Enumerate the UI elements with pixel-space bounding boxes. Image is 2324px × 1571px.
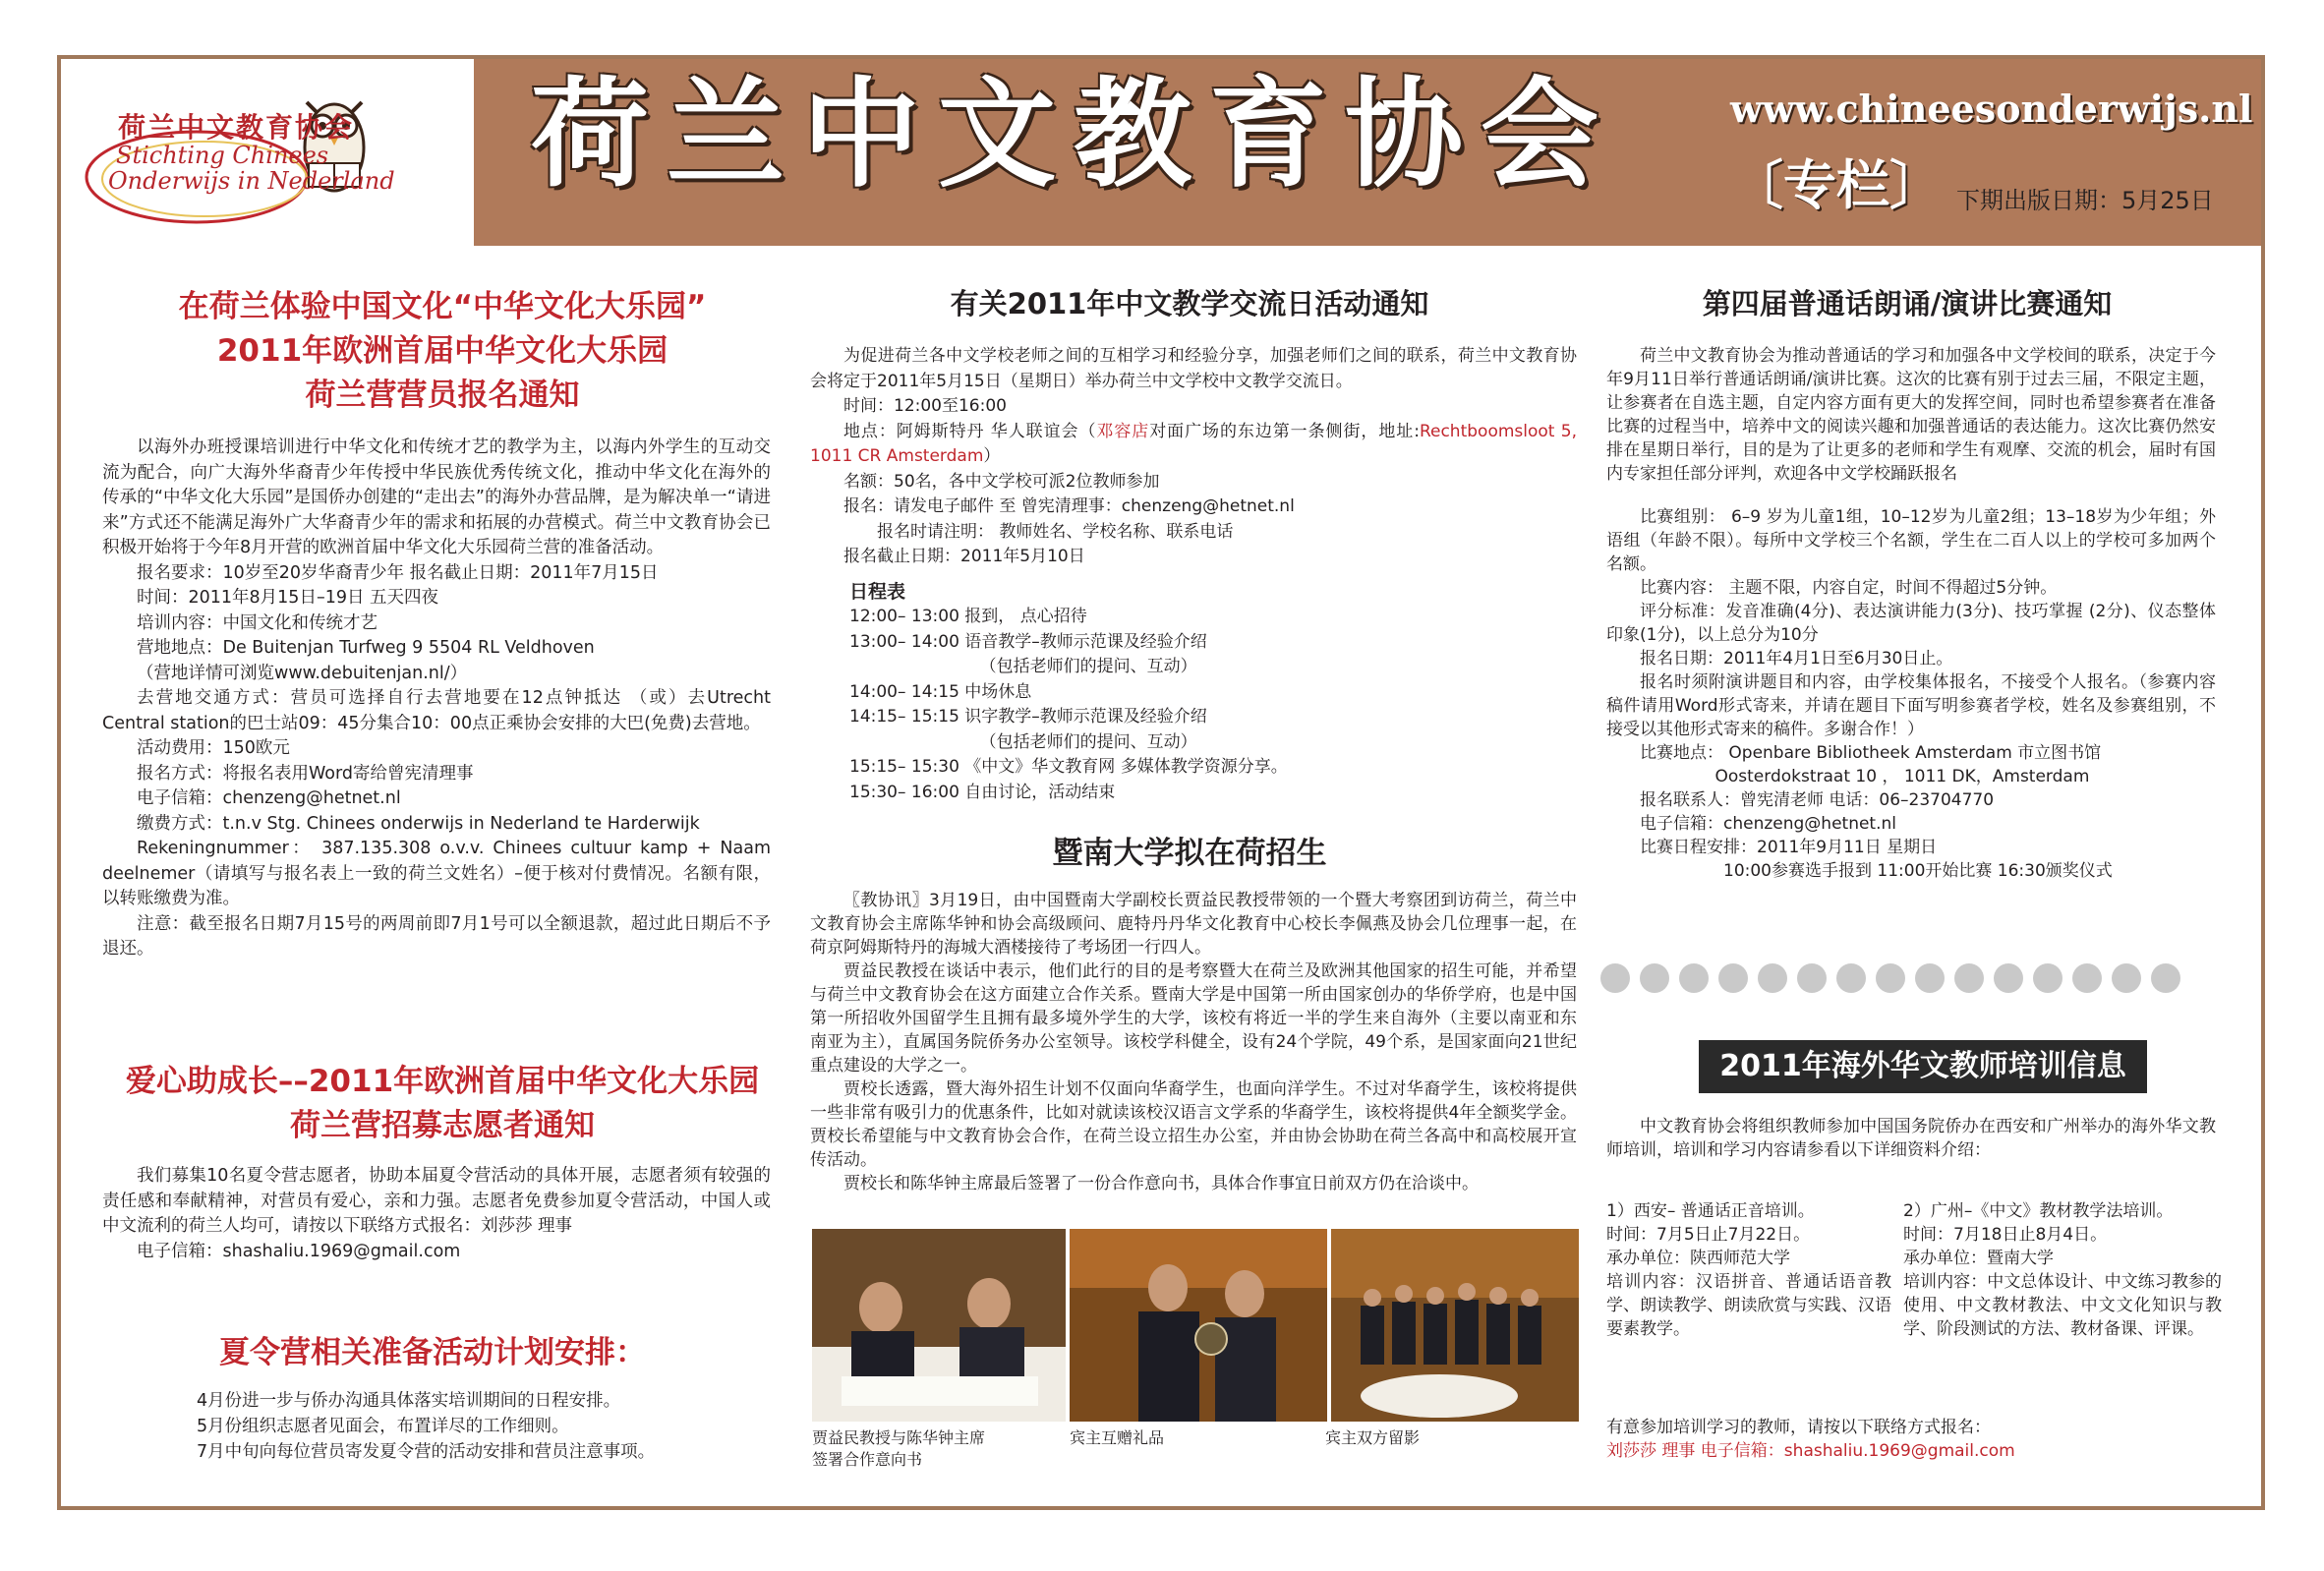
guangzhou-org: 承办单位：暨南大学 bbox=[1903, 1249, 2054, 1268]
schedule-item: （包括老师们的提问、互动） bbox=[979, 657, 1197, 676]
caption-signing bbox=[812, 1427, 1048, 1471]
training-xian bbox=[1606, 1199, 1891, 1341]
schedule-item: 15:15– 15:30 《中文》华文教育网 多媒体教学资源分享。 bbox=[849, 757, 1288, 777]
camp-payment: 缴费方式：t.n.v Stg. Chinees onderwijs in Nederland te Harderwijk bbox=[137, 813, 700, 834]
schedule-list bbox=[810, 605, 1577, 805]
training-guangzhou bbox=[1903, 1199, 2222, 1341]
divider-dot bbox=[1836, 963, 1866, 993]
contest-groups: 比赛组别： 6–9 岁为儿童1组，10–12岁为儿童2组；13–18岁为少年组；外语组（年龄不限）。每所中文学校三个名额，学生在二百人以上的学校可多加两个名额。 bbox=[1606, 507, 2216, 574]
contest-note: 报名时须附演讲题目和内容，由学校集体报名，不接受个人报名。（参赛内容稿件请用Word形式寄来，并请在题目下面写明参赛者学校，姓名及参赛组别，不接受以其他形式寄来的稿件。多谢合作！） bbox=[1606, 672, 2216, 739]
divider-dot bbox=[1758, 963, 1787, 993]
camp-place: 营地地点：De Buitenjan Turfweg 9 5504 RL Veldhoven bbox=[137, 638, 595, 658]
schedule-item: （包括老师们的提问、互动） bbox=[979, 731, 1197, 752]
divider-dot bbox=[1640, 963, 1669, 993]
divider-dot bbox=[2151, 963, 2180, 993]
jinan-para-3: 贾校长透露，暨大海外招生计划不仅面向华裔学生，也面向洋学生。不过对华裔学生，该校将提供一些非常有吸引力的优惠条件，比如对就读该校汉语言文学系的华裔学生，该校将提供4年全额奖学金。贾校长希望能与中文教育协会合作，在荷兰设立招生办公室，并由协会协助在荷兰各高中和高校展开宣传活动。 bbox=[810, 1079, 1577, 1170]
exchange-place-pre: 地点：阿姆斯特丹 华人联谊会（ bbox=[843, 421, 1097, 441]
signing-photo-icon bbox=[812, 1229, 1066, 1422]
plan-item: 4月份进一步与侨办沟通具体落实培训期间的日程安排。 bbox=[197, 1391, 621, 1411]
divider-dot bbox=[1679, 963, 1709, 993]
volunteer-title bbox=[98, 1060, 786, 1148]
divider-dot bbox=[1954, 963, 1984, 993]
plan-title: 夏令营相关准备活动计划安排： bbox=[219, 1335, 646, 1370]
site-url[interactable]: www.chineesonderwijs.nl bbox=[1730, 87, 2253, 131]
contest-venue-address: Oosterdokstraat 10 ， 1011 DK，Amsterdam bbox=[1714, 767, 2090, 786]
xian-content: 培训内容：汉语拼音、普通话语音教学、朗读教学、朗读欣赏与实践、汉语要素教学。 bbox=[1606, 1272, 1891, 1339]
plan-list bbox=[197, 1388, 786, 1465]
photo-group bbox=[1331, 1229, 1579, 1422]
contest-intro: 荷兰中文教育协会为推动普通话的学习和加强各中文学校间的联系，决定于今年9月11日举行普通话朗诵/演讲比赛。这次的比赛有别于过去三届，不限定主题，让参赛者在自选主题，自定内容方面有更大的发挥空间，同时也希望参赛者在准备比赛的过程当中，培养中文的阅读兴趣和加强普通话的表达能力。这次比赛仍然安排在星期日举行，目的是为了让更多的老师和学生有观摩、交流的机会，届时有国内专家担任部分评判，欢迎各中文学校踊跃报名 bbox=[1606, 346, 2216, 484]
camp-title-line2: 2011年欧洲首届中华文化大乐园 bbox=[216, 332, 668, 369]
contest-venue: 比赛地点： Openbare Bibliotheek Amsterdam 市立图书馆 bbox=[1640, 743, 2102, 763]
logo-chinese-name: 荷兰中文教育协会 bbox=[118, 111, 355, 144]
plan-item: 7月中旬向每位营员寄发夏令营的活动安排和营员注意事项。 bbox=[197, 1442, 656, 1462]
divider-dot bbox=[2072, 963, 2102, 993]
divider-dot bbox=[1915, 963, 1945, 993]
exchange-place-venue: 邓容店 bbox=[1096, 421, 1150, 441]
camp-email: 电子信箱：chenzeng@hetnet.nl bbox=[137, 788, 401, 808]
plan-item: 5月份组织志愿者见面会，布置详尽的工作细则。 bbox=[197, 1417, 569, 1436]
divider-dot bbox=[1876, 963, 1905, 993]
camp-content: 培训内容：中国文化和传统才艺 bbox=[137, 612, 378, 633]
volunteer-text: 我们募集10名夏令营志愿者，协助本届夏令营活动的具体开展，志愿者须有较强的责任感和奉献精神，对营员有爱心，亲和力强。志愿者免费参加夏令营活动，中国人或中文流利的荷兰人均可，请按以下联络方式报名：刘莎莎 理事 bbox=[102, 1166, 771, 1236]
exchange-place-post: ） bbox=[983, 446, 1001, 466]
schedule-item: 14:15– 15:15 识字教学–教师示范课及经验介绍 bbox=[849, 707, 1207, 727]
exchange-time: 时间：12:00至16:00 bbox=[843, 396, 1007, 416]
guangzhou-head: 2）广州–《中文》教材教学法培训。 bbox=[1903, 1201, 2174, 1221]
schedule-item: 15:30– 16:00 自由讨论，活动结束 bbox=[849, 782, 1116, 802]
jinan-title: 暨南大学拟在荷招生 bbox=[1052, 836, 1327, 871]
divider-dot bbox=[1797, 963, 1827, 993]
exchange-intro: 为促进荷兰各中文学校老师之间的互相学习和经验分享，加强老师们之间的联系，荷兰中文教育协会将定于2011年5月15日（星期日）举办荷兰中文学校中文教学交流日。 bbox=[810, 346, 1577, 391]
exchange-quota: 名额：50名，各中文学校可派2位教师参加 bbox=[843, 471, 1160, 492]
volunteer-email: 电子信箱：shashaliu.1969@gmail.com bbox=[137, 1241, 461, 1261]
contest-content: 比赛内容： 主题不限，内容自定，时间不得超过5分钟。 bbox=[1640, 578, 2058, 598]
camp-account: Rekeningnummer： 387.135.308 o.v.v. Chinees cultuur kamp + Naam deelnemer（请填写与报名表上一致的荷兰文姓名）–便于核对付费情况。名额有限，以转账缴费为准。 bbox=[102, 839, 771, 908]
group-photo-icon bbox=[1331, 1229, 1579, 1422]
contest-date: 报名日期：2011年4月1日至6月30日止。 bbox=[1640, 649, 1953, 669]
jinan-body bbox=[810, 889, 1577, 1195]
camp-body bbox=[102, 436, 771, 962]
training-footer-note: 有意参加培训学习的教师，请按以下联络方式报名： bbox=[1606, 1418, 1991, 1437]
camp-signup: 报名方式：将报名表用Word寄给曾宪清理事 bbox=[137, 763, 474, 784]
training-contact: 刘莎莎 理事 电子信箱：shashaliu.1969@gmail.com bbox=[1606, 1441, 2015, 1461]
camp-time: 时间：2011年8月15日–19日 五天四夜 bbox=[137, 588, 439, 608]
caption-group: 宾主双方留影 bbox=[1325, 1428, 1421, 1447]
camp-place-note-post: ） bbox=[449, 663, 468, 683]
xian-org: 承办单位：陕西师范大学 bbox=[1606, 1249, 1790, 1268]
contest-contact: 报名联系人：曾宪清老师 电话：06–23704770 bbox=[1640, 790, 1995, 810]
exchange-title: 有关2011年中文教学交流日活动通知 bbox=[950, 287, 1429, 320]
caption-gift: 宾主互赠礼品 bbox=[1070, 1428, 1165, 1447]
xian-head: 1）西安– 普通话正音培训。 bbox=[1606, 1201, 1815, 1221]
exchange-signup-note: 报名时请注明： 教师姓名、学校名称、联系电话 bbox=[877, 521, 1234, 542]
xian-time: 时间：7月5日止7月22日。 bbox=[1606, 1225, 1811, 1245]
camp-title-line1: 在荷兰体验中国文化“中华文化大乐园” bbox=[178, 289, 707, 324]
masthead-title: 荷兰中文教育协会 bbox=[531, 67, 1616, 204]
camp-transport: 去营地交通方式：营员可选择自行去营地要在12点钟抵达 （或）去Utrecht Central station的巴士站09：45分集合10：00点正乘协会安排的大巴(免费)去营地。 bbox=[102, 688, 771, 733]
camp-place-note-pre: （营地详情可浏览 bbox=[137, 663, 274, 683]
schedule-title: 日程表 bbox=[849, 580, 906, 603]
volunteer-title-line1: 爱心助成长––2011年欧洲首届中华文化大乐园 bbox=[125, 1064, 760, 1099]
divider-dot bbox=[2112, 963, 2141, 993]
divider-dot bbox=[2033, 963, 2063, 993]
divider-dot bbox=[1600, 963, 1630, 993]
camp-intro: 以海外办班授课培训进行中华文化和传统才艺的教学为主，以海内外学生的互动交流为配合，向广大海外华裔青少年传授中华民族优秀传统文化，推动中华文化在海外的传承的“中华文化大乐园”是国侨办创建的“走出去”的海外办营品牌，是为解决单一“请进来”方式还不能满足海外广大华裔青少年的需求和拓展的办营模式。荷兰中文教育协会已积极开始将于今年8月开营的欧洲首届中华文化大乐园荷兰营的准备活动。 bbox=[102, 437, 771, 557]
camp-title bbox=[98, 285, 786, 418]
schedule-item: 12:00– 13:00 报到， 点心招待 bbox=[849, 607, 1087, 626]
logo-dutch-name-line1: Stichting Chinees bbox=[116, 142, 329, 169]
contest-schedule-detail: 10:00参赛选手报到 11:00开始比赛 16:30颁奖仪式 bbox=[1723, 861, 2113, 881]
jinan-para-2: 贾益民教授在谈话中表示，他们此行的目的是考察暨大在荷兰及欧洲其他国家的招生可能，并希望与荷兰中文教育协会在这方面建立合作关系。暨南大学是中国第一所由国家创办的华侨学府，也是中国第一所招收外国留学生且拥有最多境外学生的大学，该校有将近一半的学生来自海外（主要以南亚和东南亚为主），直属国务院侨务办公室领导。该校学科健全，设有24个学院，49个系，是国家面向21世纪重点建设的大学之一。 bbox=[810, 961, 1577, 1076]
guangzhou-time: 时间：7月18日止8月4日。 bbox=[1903, 1225, 2108, 1245]
guangzhou-content: 培训内容：中文总体设计、中文练习教参的使用、中文教材教法、中文文化知识与教学、阶段测试的方法、教材备课、评课。 bbox=[1903, 1272, 2222, 1339]
contest-title: 第四届普通话朗诵/演讲比赛通知 bbox=[1702, 287, 2113, 320]
volunteer-title-line2: 荷兰营招募志愿者通知 bbox=[290, 1107, 595, 1143]
volunteer-body bbox=[102, 1164, 771, 1264]
exchange-place bbox=[810, 420, 1577, 470]
divider-dot bbox=[1994, 963, 2023, 993]
camp-requirement: 报名要求：10岁至20岁华裔青少年 报名截止日期：2011年7月15日 bbox=[137, 562, 659, 583]
camp-title-line3: 荷兰营营员报名通知 bbox=[305, 377, 580, 413]
camp-refund-note: 注意：截至报名日期7月15号的两周前即7月1号可以全额退款，超过此日期后不予退还。 bbox=[102, 913, 771, 959]
photo-gift-exchange bbox=[1070, 1229, 1327, 1422]
contest-email: 电子信箱：chenzeng@hetnet.nl bbox=[1640, 814, 1897, 834]
next-issue-date: 下期出版日期：5月25日 bbox=[1956, 187, 2214, 214]
training-footer bbox=[1606, 1416, 2216, 1463]
jinan-para-1: 〖教协讯〗3月19日，由中国暨南大学副校长贾益民教授带领的一个暨大考察团到访荷兰，荷兰中文教育协会主席陈华钟和协会高级顾问、鹿特丹丹华文化教育中心校长李佩燕及协会几位理事一起，在荷京阿姆斯特丹的海城大酒楼接待了考场团一行四人。 bbox=[810, 891, 1577, 958]
training-title: 2011年海外华文教师培训信息 bbox=[1699, 1040, 2147, 1093]
camp-fee: 活动费用：150欧元 bbox=[137, 738, 290, 758]
camp-site-link[interactable]: www.debuitenjan.nl/ bbox=[274, 663, 450, 683]
schedule-item: 14:00– 14:15 中场休息 bbox=[849, 681, 1032, 702]
contest-schedule: 比赛日程安排：2011年9月11日 星期日 bbox=[1640, 838, 1938, 857]
section-divider-dots bbox=[1600, 963, 2190, 997]
exchange-deadline: 报名截止日期：2011年5月10日 bbox=[843, 547, 1085, 566]
jinan-para-4: 贾校长和陈华钟主席最后签署了一份合作意向书，具体合作事宜日前双方仍在洽谈中。 bbox=[843, 1174, 1479, 1193]
schedule-item: 13:00– 14:00 语音教学–教师示范课及经验介绍 bbox=[849, 631, 1207, 652]
column-tag: 〔专栏〕 bbox=[1730, 154, 1943, 216]
camp-place-note bbox=[102, 662, 771, 687]
exchange-place-mid: 对面广场的东边第一条侧街，地址: bbox=[1149, 421, 1420, 441]
divider-dot bbox=[1718, 963, 1748, 993]
training-intro: 中文教育协会将组织教师参加中国国务院侨办在西安和广州举办的海外华文教师培训，培训和学习内容请参看以下详细资料介绍： bbox=[1606, 1117, 2216, 1160]
caption-signing-line1: 贾益民教授与陈华钟主席 bbox=[812, 1428, 986, 1447]
exchange-signup: 报名：请发电子邮件 至 曾宪清理事：chenzeng@hetnet.nl bbox=[843, 496, 1295, 516]
contest-criteria: 评分标准：发音准确(4分)、表达演讲能力(3分)、技巧掌握 (2分)、仪态整体印象(1分)，以上总分为10分 bbox=[1606, 602, 2216, 645]
photo-signing bbox=[812, 1229, 1066, 1422]
exchange-body bbox=[810, 344, 1577, 805]
caption-signing-line2: 签署合作意向书 bbox=[812, 1450, 923, 1469]
contest-body bbox=[1606, 344, 2216, 883]
logo-dutch-name-line2: Onderwijs in Nederland bbox=[108, 167, 395, 195]
gift-photo-icon bbox=[1070, 1229, 1327, 1422]
exchange-place-address: Rechtboomsloot 5, 1011 CR Amsterdam bbox=[810, 421, 1578, 466]
